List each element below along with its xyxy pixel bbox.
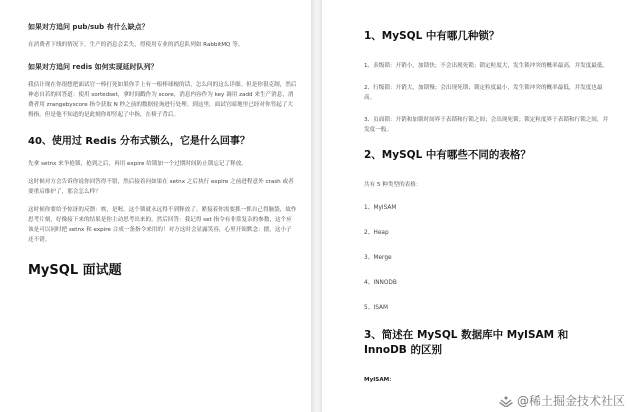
lock-item-row: 2、行级锁：开销大，加锁慢；会出现死锁；锁定粒度最小，发生锁冲突的概率最低，并发度也最高。 bbox=[364, 85, 603, 101]
paragraph: 这时候你要给予惊讶的反馈：唉，是喔，这个锁就永远得不到释放了。紧接着你需要抓一抓自己得脑袋，故作思考片刻，好像接下来的结果是你主动思考出来的，然后回答：我记得 set 指令有非常复杂的参数，这个应该是可以同时把 setnx 和 expire 合成一条指令来用的！对方这时会显露笑容，心里开始默念：摁，这小子还不错。 bbox=[28, 207, 297, 243]
table-item-heap: 2、Heap bbox=[364, 230, 389, 236]
watermark-text: @稀土掘金技术社区 bbox=[516, 394, 625, 408]
left-page bbox=[0, 0, 311, 412]
page-gutter bbox=[311, 0, 322, 412]
paragraph: 先拿 setnx 来争抢锁，抢到之后，再用 expire 给锁加一个过期时间防止锁忘记了释放。 bbox=[28, 161, 247, 167]
table-item-myisam: 1、MyISAM bbox=[364, 205, 397, 211]
watermark bbox=[499, 392, 625, 409]
question-line: 如果对方追问 pub/sub 有什么缺点？ bbox=[28, 23, 149, 31]
chapter-heading: MySQL 面试题 bbox=[28, 263, 122, 278]
mysql-locks-heading: 1、MySQL 中有哪几种锁？ bbox=[364, 30, 500, 42]
myisam-subheading: MyISAM： bbox=[364, 377, 395, 383]
tables-intro: 共有 5 种类型的表格： bbox=[364, 182, 422, 188]
table-item-innodb: 4、INNODB bbox=[364, 280, 397, 286]
section-heading: 40、使用过 Redis 分布式锁么，它是什么回事？ bbox=[28, 136, 250, 147]
table-item-merge: 3、Merge bbox=[364, 255, 392, 261]
locks-list bbox=[364, 61, 611, 135]
right-page bbox=[322, 0, 631, 412]
paragraph: 我估计现在你很想把面试官一棒打死如果你手上有一根棒球棍的话，怎么问的这么详细。但是你很克制，然后神态自若的回答道：使用 sortedset，拿时间戳作为 score，消息内容作为 key 调用 zadd 来生产消息，消费者用 zrangebyscore 指令获取 N 秒之前的数据轮询进行处理。到这里，面试官暗地里已经对你竖起了大拇指。但是他不知道的是此刻你却竖起了中指，在椅子背后。 bbox=[28, 82, 297, 118]
juejin-logo-icon bbox=[499, 395, 513, 407]
paragraph: 这时候对方会告诉你说你回答得不错，然后接着问如果在 setnx 之后执行 expire 之前进程意外 crash 或者要重启维护了，那会怎么样？ bbox=[28, 179, 294, 195]
tables-list bbox=[364, 202, 611, 311]
question-line: 如果对方追问 redis 如何实现延时队列？ bbox=[28, 63, 158, 71]
lock-item-page: 3、页面锁：开销和加锁时间界于表锁和行锁之间；会出现死锁；锁定粒度界于表锁和行锁之间，并发度一般。 bbox=[364, 117, 609, 133]
myisam-innodb-heading: 3、简述在 MySQL 数据库中 MyISAM 和 InnoDB 的区别 bbox=[364, 329, 569, 356]
lock-item-table: 1、表级锁：开销小，加锁快；不会出现死锁；锁定粒度大，发生锁冲突的概率最高，并发度最低。 bbox=[364, 63, 609, 69]
mysql-tables-heading: 2、MySQL 中有哪些不同的表格？ bbox=[364, 149, 531, 161]
table-item-isam: 5、ISAM bbox=[364, 305, 388, 311]
paragraph: 在消费者下线的情况下，生产的消息会丢失，得使用专业的消息队列如 RabbitMQ 等。 bbox=[28, 42, 244, 48]
